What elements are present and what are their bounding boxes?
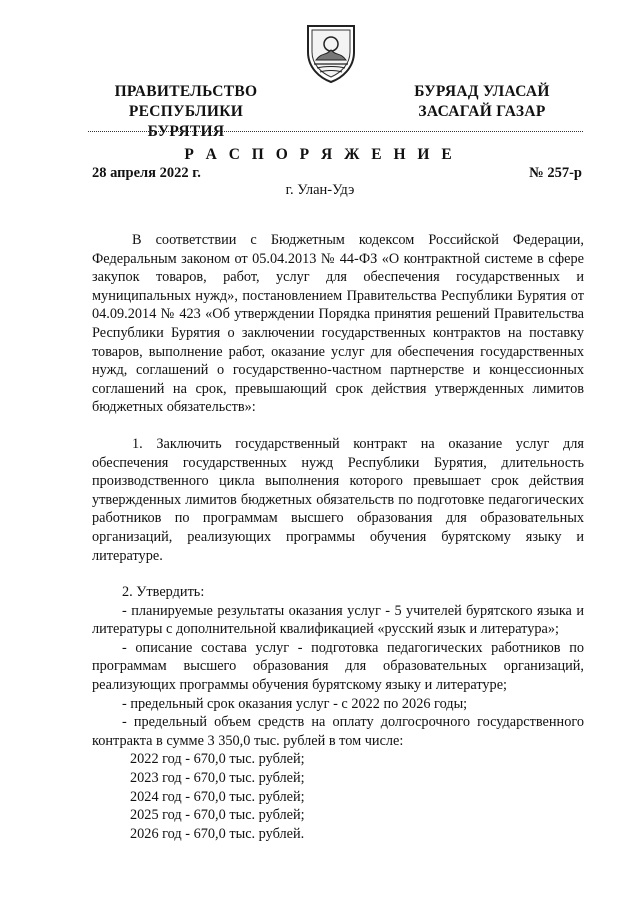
header-right-line1: БУРЯАД УЛАСАЙ <box>414 83 550 100</box>
item-1-paragraph: 1. Заключить государственный контракт на оказание услуг для обеспечения государственных нужд Республики Бурятия, длительность производственного цикла выполнения которого превышает срок действия утвержденных лимитов бюджетных обязательств по подготовке педагогических работников по программам высшего образования для образовательных организаций, реализующих программы обучения бурятскому языку и литературе. <box>92 435 584 564</box>
header-left-line1: ПРАВИТЕЛЬСТВО <box>114 83 258 100</box>
document-title: Р А С П О Р Я Ж Е Н И Е <box>184 146 456 163</box>
funding-year-row: 2024 год - 670,0 тыс. рублей; <box>130 788 305 805</box>
funding-year-row: 2022 год - 670,0 тыс. рублей; <box>130 751 305 768</box>
document-body <box>92 231 584 843</box>
header-left <box>92 82 280 142</box>
funding-year-row: 2025 год - 670,0 тыс. рублей; <box>130 807 305 824</box>
item-2-results: - планируемые результаты оказания услуг - 5 учителей бурятского языка и литературы с дополнительной квалификацией «русский язык и литература»; <box>92 602 584 638</box>
item-2-deadline: - предельный срок оказания услуг - с 2022 по 2026 годы; <box>122 695 468 712</box>
header-right <box>414 82 550 122</box>
preamble-paragraph: В соответствии с Бюджетным кодексом Российской Федерации, Федеральным законом от 05.04.2013 № 44-ФЗ «О контрактной системе в сфере закупок товаров, работ, услуг для обеспечения государственных и муниципальных нужд», постановлением Правительства Республики Бурятия от 04.09.2014 № 423 «Об утверждении Порядка принятия решений Правительства Республики Бурятия о заключении государственных контрактов на поставку товаров, выполнение работ, оказание услуг для обеспечения государственных нужд, соглашений о государственно-частном партнерстве и концессионных соглашений на срок, превышающий срок действия утвержденных лимитов бюджетных обязательств»: <box>92 232 584 416</box>
document-city: г. Улан-Удэ <box>285 182 355 198</box>
header-left-line2: РЕСПУБЛИКИ БУРЯТИЯ <box>128 103 244 140</box>
document-number: № 257-р <box>529 165 582 181</box>
coat-of-arms-icon <box>302 22 360 84</box>
funding-year-row: 2023 год - 670,0 тыс. рублей; <box>130 770 305 787</box>
funding-year-row: 2026 год - 670,0 тыс. рублей. <box>130 825 305 842</box>
document-date: 28 апреля 2022 г. <box>92 165 201 181</box>
header-divider <box>88 131 583 132</box>
header-right-line2: ЗАСАГАЙ ГАЗАР <box>418 103 546 120</box>
item-2-funding: - предельный объем средств на оплату долгосрочного государственного контракта в сумме 3 350,0 тыс. рублей в том числе: <box>92 714 584 749</box>
item-2-services: - описание состава услуг - подготовка педагогических работников по программам высшего образования для образовательных организаций, реализующих программы обучения бурятскому языку и литературе; <box>92 639 584 694</box>
item-2-title: 2. Утвердить: <box>122 584 205 601</box>
